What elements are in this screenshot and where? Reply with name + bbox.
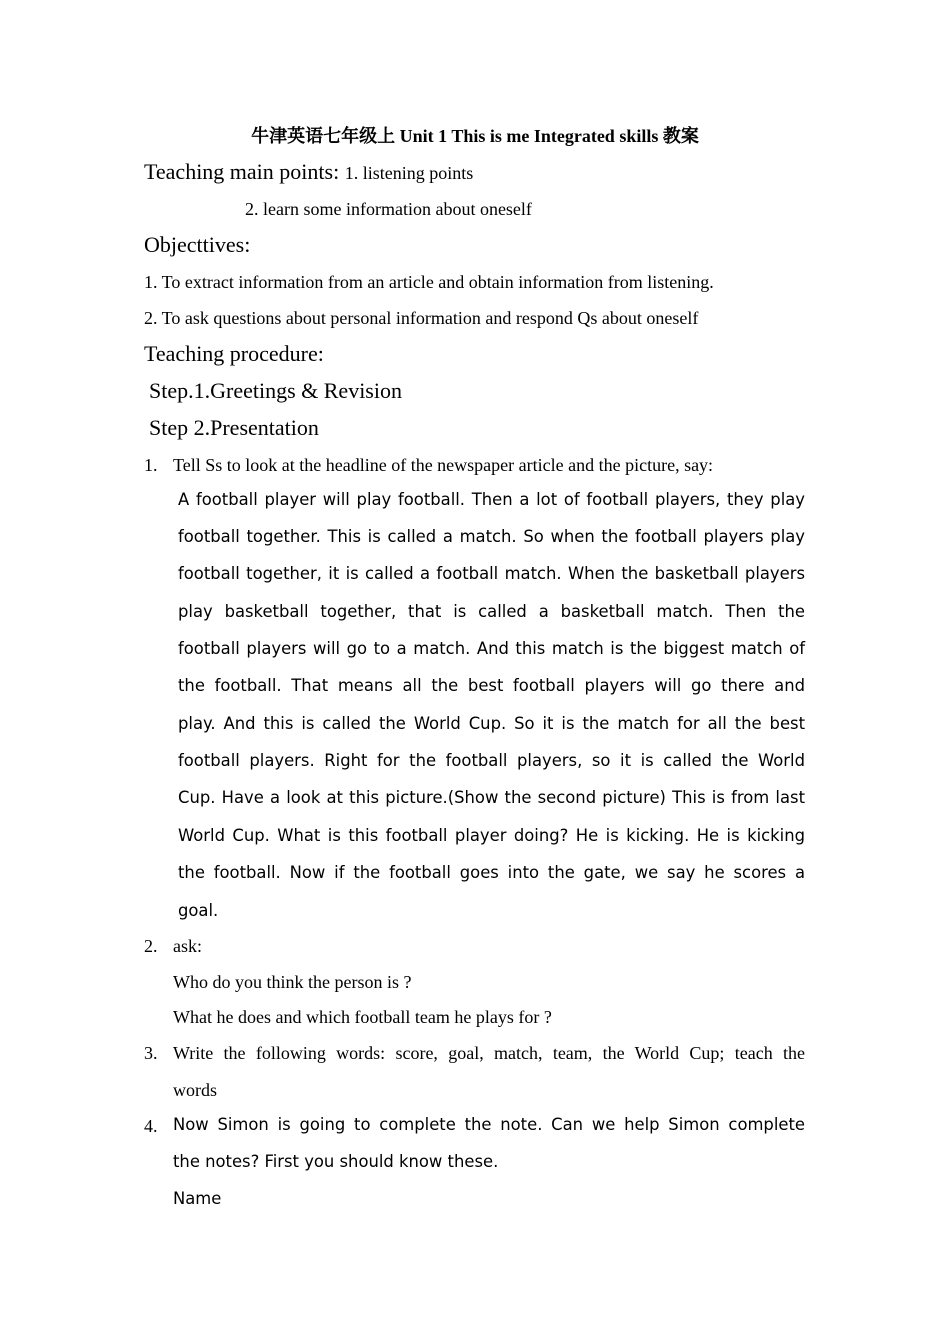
- item-number-4: 4.: [144, 1116, 158, 1136]
- paragraph-line: play. And this is called the World Cup. So it is the match for all the best: [178, 714, 805, 733]
- item-3-line-2: words: [173, 1080, 217, 1100]
- objective-2: 2. To ask questions about personal information and respond Qs about oneself: [144, 308, 699, 328]
- paragraph-line: Cup. Have a look at this picture.(Show the second picture) This is from last: [178, 788, 805, 807]
- paragraph-line: football together. This is called a match. So when the football players play: [178, 527, 805, 546]
- paragraph-line: football players will go to a match. And this match is the biggest match of: [178, 639, 805, 658]
- step-2: Step 2.Presentation: [149, 415, 319, 440]
- paragraph-line: football players. Right for the football players, so it is called the World: [178, 751, 805, 770]
- item-4-line-3: Name: [173, 1189, 222, 1208]
- paragraph-line: football together, it is called a football match. When the basketball players: [178, 564, 805, 583]
- step-1: Step.1.Greetings & Revision: [149, 378, 402, 403]
- item-number-3: 3.: [144, 1043, 158, 1063]
- paragraph-line: goal.: [178, 901, 219, 920]
- paragraph-line: World Cup. What is this football player doing? He is kicking. He is kicking: [178, 826, 805, 845]
- item-4-line-2: the notes? First you should know these.: [173, 1152, 499, 1171]
- main-point-1: 1. listening points: [344, 163, 474, 183]
- item-number-1: 1.: [144, 455, 158, 475]
- item-4-line-1: Now Simon is going to complete the note. Can we help Simon complete: [173, 1115, 805, 1134]
- item-number-2: 2.: [144, 936, 158, 956]
- main-points-heading: [144, 161, 473, 183]
- item-2-question-2: What he does and which football team he plays for ?: [173, 1007, 552, 1027]
- item-1-lead: Tell Ss to look at the headline of the newspaper article and the picture, say:: [173, 455, 714, 475]
- objective-1: 1. To extract information from an article and obtain information from listening.: [144, 272, 714, 292]
- paragraph-line: A football player will play football. Then a lot of football players, they play: [178, 490, 805, 509]
- item-2-question-1: Who do you think the person is ?: [173, 972, 412, 992]
- paragraph-line: play basketball together, that is called a basketball match. Then the: [178, 602, 805, 621]
- document-title: 牛津英语七年级上 Unit 1 This is me Integrated skills 教案: [251, 126, 699, 146]
- main-point-2: 2. learn some information about oneself: [245, 199, 532, 219]
- item-2-lead: ask:: [173, 936, 202, 956]
- objectives-heading: Objecttives:: [144, 232, 251, 257]
- item-3-line-1: Write the following words: score, goal, match, team, the World Cup; teach the: [173, 1043, 805, 1063]
- paragraph-line: the football. Now if the football goes into the gate, we say he scores a: [178, 863, 805, 882]
- main-points-label: Teaching main points:: [144, 159, 340, 184]
- paragraph-line: the football. That means all the best football players will go there and: [178, 676, 805, 695]
- procedure-heading: Teaching procedure:: [144, 341, 324, 366]
